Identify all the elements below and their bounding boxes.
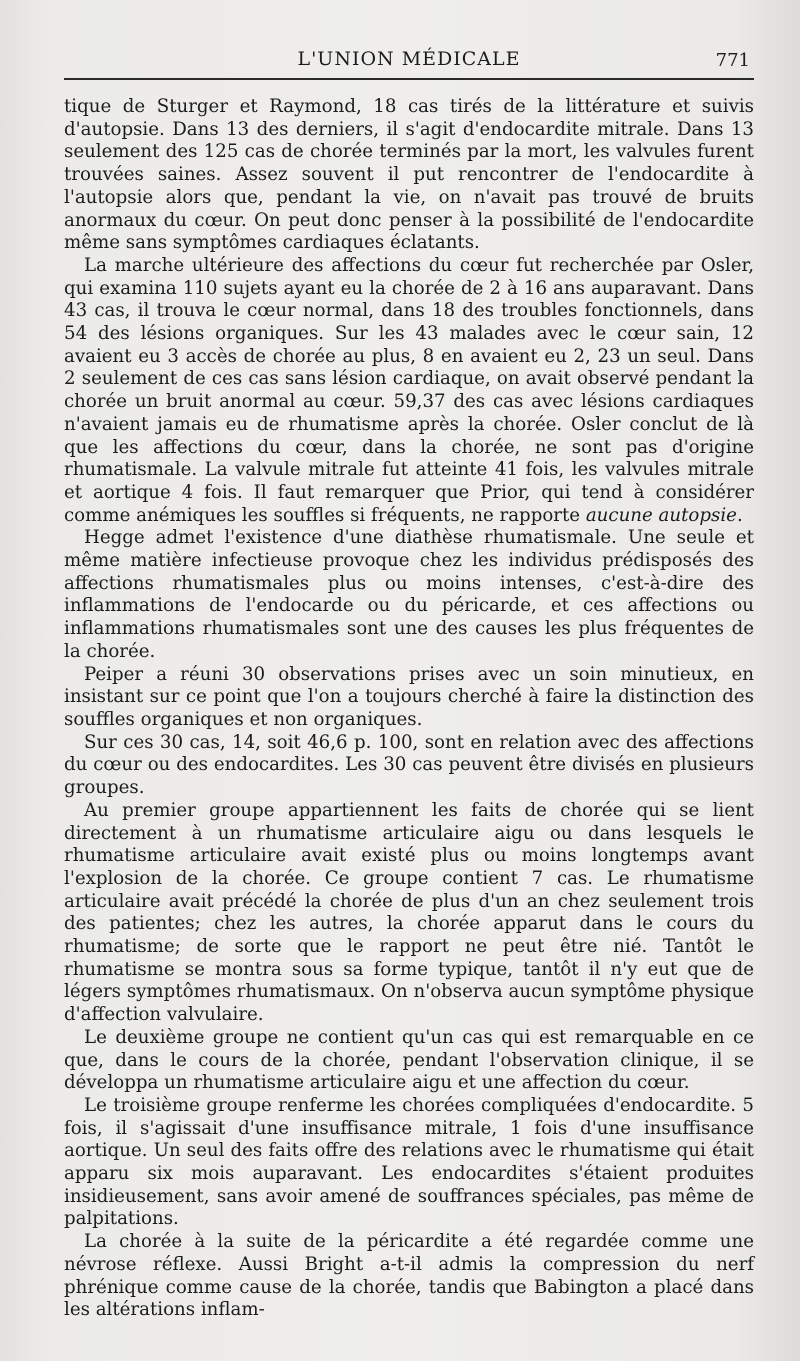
- page-number: 771: [715, 50, 750, 71]
- paragraph: [64, 664, 754, 732]
- paragraph: [64, 1231, 754, 1322]
- paragraph-tail: .: [736, 504, 743, 526]
- paragraph-text: Sur ces 30 cas, 14, soit 46,6 p. 100, sont en relation avec des affections du cœur ou des endocardites. Les 30 cas peuvent être divisés en plusieurs groupes.: [64, 731, 754, 799]
- body-text: [64, 96, 754, 1322]
- paragraph: [64, 1027, 754, 1095]
- paragraph-text: tique de Sturger et Raymond, 18 cas tirés de la littérature et suivis d'autopsie. Dans 13 des derniers, il s'agit d'endocardite mitrale. Dans 13 seulement des 125 cas de chorée terminés par la mort, les valvules furent trouvées saines. Assez souvent il put rencontrer de l'endocardite à l'autopsie alors que, pendant la vie, on n'avait pas trouvé de bruits anormaux du cœur. On peut donc penser à la possibilité de l'endocardite même sans symptômes cardiaques éclatants.: [64, 96, 754, 254]
- paragraph-text: Le troisième groupe renferme les chorées compliquées d'endocardite. 5 fois, il s'agissait d'une insuffisance mitrale, 1 fois d'une insuffisance aortique. Un seul des faits offre des relations avec le rhumatisme qui était apparu six mois auparavant. Les endocardites s'étaient produites insidieusement, sans avoir amené de souffrances spéciales, pas même de palpitations.: [64, 1094, 754, 1230]
- paragraph: [64, 255, 754, 527]
- paragraph: [64, 800, 754, 1027]
- paragraph-text: Le deuxième groupe ne contient qu'un cas qui est remarquable en ce que, dans le cours de la chorée, pendant l'observation clinique, il se développa un rhumatisme articulaire aigu et une affection du cœur.: [64, 1026, 754, 1094]
- header-rule: [64, 78, 754, 80]
- page-header: [64, 44, 754, 84]
- paragraph: [64, 1095, 754, 1231]
- paragraph-text: Hegge admet l'existence d'une diathèse rhumatismale. Une seule et même matière infectieuse provoque chez les individus prédisposés des affections rhumatismales plus ou moins intenses, c'est-à-dire des inflammations de l'endocarde ou du péricarde, et ces affections ou inflammations rhumatismales sont une des causes les plus fréquentes de la chorée.: [64, 527, 754, 662]
- paragraph-text: La marche ultérieure des affections du cœur fut recherchée par Osler, qui examina 110 sujets ayant eu la chorée de 2 à 16 ans auparavant. Dans 43 cas, il trouva le cœur normal, dans 18 des troubles fonctionnels, dans 54 des lésions organiques. Sur les 43 malades avec le cœur sain, 12 avaient eu 3 accès de chorée au plus, 8 en avaient eu 2, 23 un seul. Dans 2 seulement de ces cas sans lésion cardiaque, on avait observé pendant la chorée un bruit anormal au cœur. 59,37 des cas avec lésions cardiaques n'avaient jamais eu de rhumatisme après la chorée. Osler conclut de là que les affections du cœur, dans la chorée, ne sont pas d'origine rhumatismale. La valvule mitrale fut atteinte 41 fois, les valvules mitrale et aortique 4 fois. Il faut remarquer que Prior, qui tend à considérer comme anémiques les souffles si fréquents, ne rapporte: [64, 254, 754, 526]
- running-title: L'UNION MÉDICALE: [297, 48, 521, 70]
- paragraph-text: Peiper a réuni 30 observations prises avec un soin minutieux, en insistant sur ce point que l'on a toujours cherché à faire la distinction des souffles organiques et non organiques.: [64, 663, 754, 730]
- paragraph: [64, 732, 754, 800]
- paragraph-text: Au premier groupe appartiennent les faits de chorée qui se lient directement à un rhumatisme articulaire aigu ou dans lesquels le rhumatisme articulaire avait existé plus ou moins longtemps avant l'explosion de la chorée. Ce groupe contient 7 cas. Le rhumatisme articulaire avait précédé la chorée de plus d'un an chez seulement trois des patientes; chez les autres, la chorée apparut dans le cours du rhumatisme; de sorte que le rapport ne peut être nié. Tantôt le rhumatisme se montra sous sa forme typique, tantôt il n'y eut que de légers symptômes rhumatismaux. On n'observa aucun symptôme physique d'affection valvulaire.: [64, 799, 754, 1026]
- paragraph: [64, 527, 754, 663]
- italic-emphasis: aucune autopsie: [585, 504, 737, 526]
- paragraph-text: La chorée à la suite de la péricardite a été regardée comme une névrose réflexe. Aussi Bright a-t-il admis la compression du nerf phrénique comme cause de la chorée, tandis que Babington a placé dans les altérations inflam-: [64, 1231, 754, 1321]
- paragraph: [64, 96, 754, 255]
